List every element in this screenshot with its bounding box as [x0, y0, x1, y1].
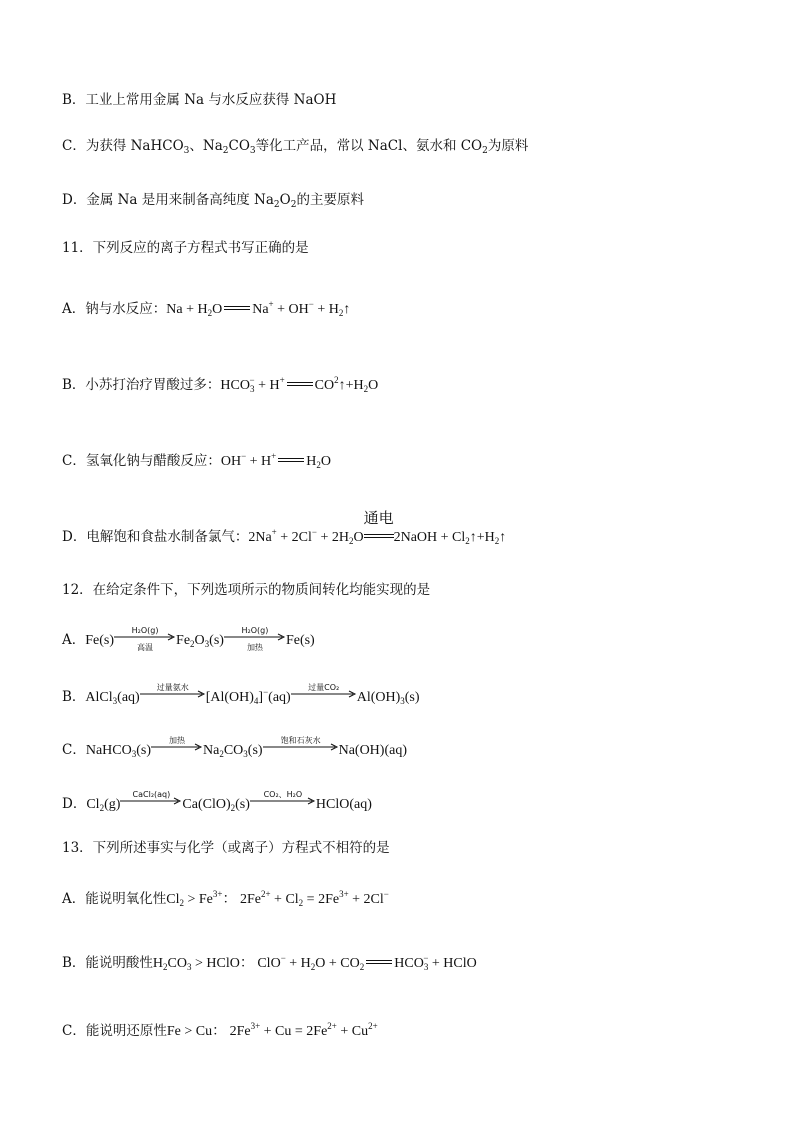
question-12: 12．在给定条件下，下列选项所示的物质间转化均能实现的是 — [62, 582, 431, 598]
option-11c: C．氢氧化钠与醋酸反应：OH− + H+ $H_2O$ — [62, 451, 331, 470]
option-11a: A．钠与水反应：$Na + H_2O$ $Na^+ + OH^- + H_2↑$ — [62, 299, 351, 318]
option-11d: D．电解饱和食盐水制备氯气：$2Na^+ + 2Cl^- + 2H_2O$ 通电 2NaOH + $Cl_2↑+H_2↑$ — [62, 509, 507, 546]
option-10c: C．为获得 NaHCO$_3$、$Na_2CO_3$等化工产品，常以 NaCl、氨水和 $CO_2$为原料 — [62, 138, 529, 156]
option-13c: C．能说明还原性Fe > Cu： $2Fe^{3+} + Cu = 2Fe^{2+} + Cu^{2+}$ — [62, 1021, 378, 1039]
option-12d: D．$Cl_2(g)$ CaCl₂(aq) $Ca(ClO)_2(s)$ CO₂、H₂O HClO(aq) — [62, 790, 372, 813]
option-10d: D．金属 Na 是用来制备高纯度 $Na_2O_2$的主要原料 — [62, 192, 364, 210]
option-13a: A．能说明氧化性$Cl_2 > Fe^{3+}$： $2Fe^{2+} + Cl_2 = 2Fe^{3+} + 2Cl^-$ — [62, 889, 389, 908]
option-11b: B．小苏打治疗胃酸过多：$HCO_3^- + H^+$ $CO^2↑+H_2O$ — [62, 375, 379, 394]
option-12b: B．AlCl$_3$(aq) 过量氨水 $[Al(OH)_4]^-(aq)$ 过量CO₂ $Al(OH)_3(s)$ — [62, 683, 420, 706]
option-13b: B．能说明酸性$H_2CO_3$ > HClO： $ClO^- + H_2O + CO_2$ $HCO_3^-$ + HClO — [62, 953, 477, 972]
question-13: 13．下列所述事实与化学（或离子）方程式不相符的是 — [62, 840, 390, 856]
option-12a: A．Fe(s) H₂O(g) 高温 $Fe_2O_3(s)$ H₂O(g) 加热 Fe(s) — [62, 626, 315, 652]
option-12c: C．NaHCO$_3$(s) 加热 $Na_2CO_3(s)$ 饱和石灰水 Na(OH)(aq) — [62, 736, 407, 759]
electrolysis-condition: 通电 — [363, 509, 394, 527]
question-11: 11．下列反应的离子方程式书写正确的是 — [62, 240, 309, 256]
option-10b: B．工业上常用金属 Na 与水反应获得 NaOH — [62, 92, 337, 108]
